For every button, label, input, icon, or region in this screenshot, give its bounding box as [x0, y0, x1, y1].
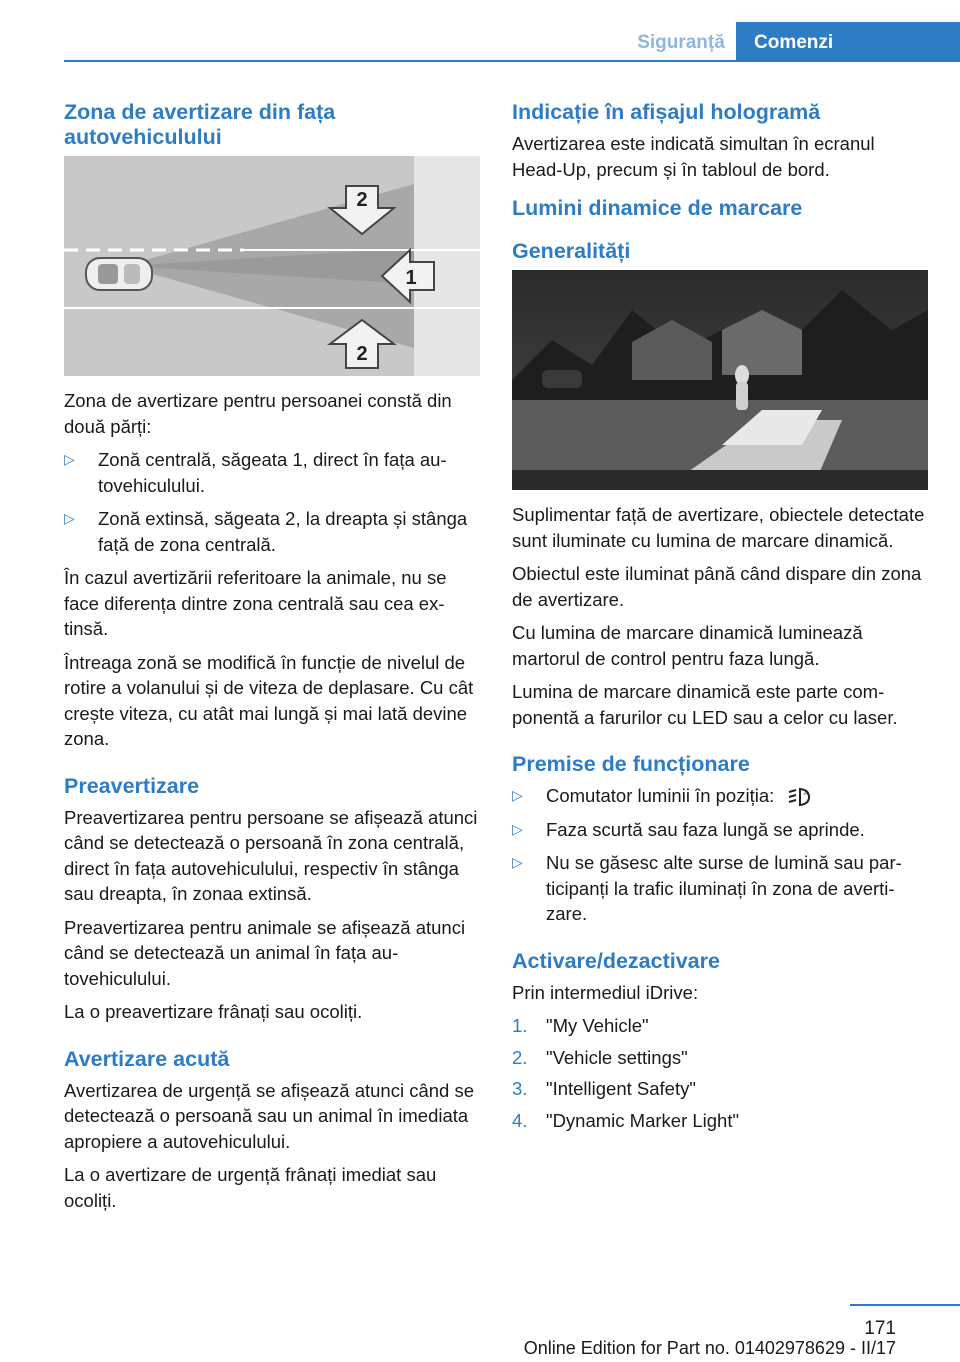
section-title-generalitati: Generalități — [512, 239, 631, 263]
list-item: ▷ Faza scurtă sau faza lungă se aprinde. — [512, 817, 928, 843]
paragraph: Întreaga zonă se modifică în funcție de nivelul de rotire a volanului și de viteza de deplasare. Cu cât crește viteza, cu atât mai lungă și mai lată devine zona. — [64, 651, 474, 749]
footer-rule — [850, 1304, 960, 1306]
list-item: ▷ Zonă extinsă, săgeata 2, la dreapta și stânga față de zona centrală. — [64, 506, 480, 557]
paragraph: Cu lumina de marcare dinamică luminează martorul de control pentru faza lungă. — [512, 622, 863, 669]
list-item-text: Comutator luminii în poziția: — [546, 785, 775, 806]
left-column — [64, 100, 480, 1221]
section-title-activare: Activare/dezactivare — [512, 948, 720, 973]
step-text: "Intelligent Safety" — [546, 1078, 696, 1099]
paragraph: Zona de avertizare pentru persoanei constă din două părți: — [64, 390, 452, 437]
list-item — [512, 783, 928, 809]
paragraph: Avertizarea este indicată simultan în ecranul Head-Up, precum și în tabloul de bord. — [512, 133, 875, 180]
list-item: ▷ Zonă centrală, săgeata 1, direct în fața autovehiculului. — [64, 447, 480, 498]
section-title-avertizare-acuta: Avertizare acută — [64, 1046, 230, 1071]
night-scene-photo — [512, 270, 928, 490]
arrow-label-center: 1 — [405, 267, 417, 289]
car-icon — [86, 258, 152, 290]
paragraph: Preavertizarea pentru animale se afișează atunci când se detectează un animal în fața autovehiculului. — [64, 916, 466, 989]
arrow-label-top: 2 — [356, 189, 368, 211]
paragraph: Avertizarea de urgență se afișează atunci când se detectează o persoană sau un animal în imediata apropiere a autovehiculului. — [64, 1079, 474, 1152]
paragraph: Prin intermediul iDrive: — [512, 981, 699, 1003]
step-text: "Dynamic Marker Light" — [546, 1109, 740, 1131]
tab-comenzi[interactable]: Comenzi — [736, 22, 960, 62]
paragraph: Preavertizarea pentru persoane se afișează atunci când se detectează o persoană în zona centrală, direct în fața autovehiculului, respectiv în stânga sau dreapta, în zonaa extinsă. — [64, 806, 478, 904]
step-item — [512, 1045, 928, 1071]
paragraph: La o avertizare de urgență frânați imediat sau ocoliți. — [64, 1164, 437, 1211]
right-column — [512, 100, 928, 1139]
step-text: "Vehicle settings" — [546, 1046, 688, 1068]
page-header — [0, 0, 960, 62]
svg-text:A: A — [804, 791, 809, 798]
step-item — [512, 1076, 928, 1102]
paragraph: Lumina de marcare dinamică este parte componentă a farurilor cu LED sau a celor cu laser. — [512, 681, 898, 728]
section-title-preavertizare: Preavertizare — [64, 773, 200, 798]
paragraph: La o preavertizare frânați sau ocoliți. — [64, 1001, 363, 1022]
list-item: ▷ Nu se găsesc alte surse de lumină sau participanți la trafic iluminați în zona de avertizare. — [512, 850, 928, 927]
auto-headlight-icon — [787, 786, 813, 808]
page-footer — [0, 1300, 960, 1362]
warning-zone-figure — [64, 156, 480, 376]
paragraph: Obiectul este iluminat până când dispare din zona de avertizare. — [512, 563, 922, 610]
section-title-premise: Premise de funcționare — [512, 752, 750, 776]
step-item — [512, 1013, 928, 1039]
step-number: 2. — [512, 1046, 528, 1068]
step-number: 3. — [512, 1078, 528, 1099]
section-title-warning-zone: Zona de avertizare din fața autovehiculului — [64, 100, 336, 149]
section-title-holograma: Indicație în afișajul hologramă — [512, 100, 821, 124]
step-number: 4. — [512, 1109, 528, 1131]
page-number: 171 — [864, 1318, 896, 1339]
zone-list — [64, 447, 480, 557]
header-rule — [64, 60, 960, 62]
step-number: 1. — [512, 1015, 528, 1036]
arrow-label-bottom: 2 — [356, 343, 368, 365]
premise-list — [512, 783, 928, 927]
paragraph: Suplimentar față de avertizare, obiectele detectate sunt iluminate cu lumina de marcare dinamică. — [512, 504, 925, 551]
idrive-steps — [512, 1013, 928, 1133]
step-item — [512, 1108, 928, 1134]
tab-siguranta[interactable]: Siguranță — [637, 32, 725, 53]
paragraph: În cazul avertizării referitoare la animale, nu se face diferența dintre zona centrală sau cea extinsă. — [64, 567, 447, 639]
step-text: "My Vehicle" — [546, 1015, 649, 1036]
edition-line: Online Edition for Part no. 01402978629 - II/17 — [523, 1338, 896, 1358]
section-title-lumini: Lumini dinamice de marcare — [512, 196, 803, 220]
